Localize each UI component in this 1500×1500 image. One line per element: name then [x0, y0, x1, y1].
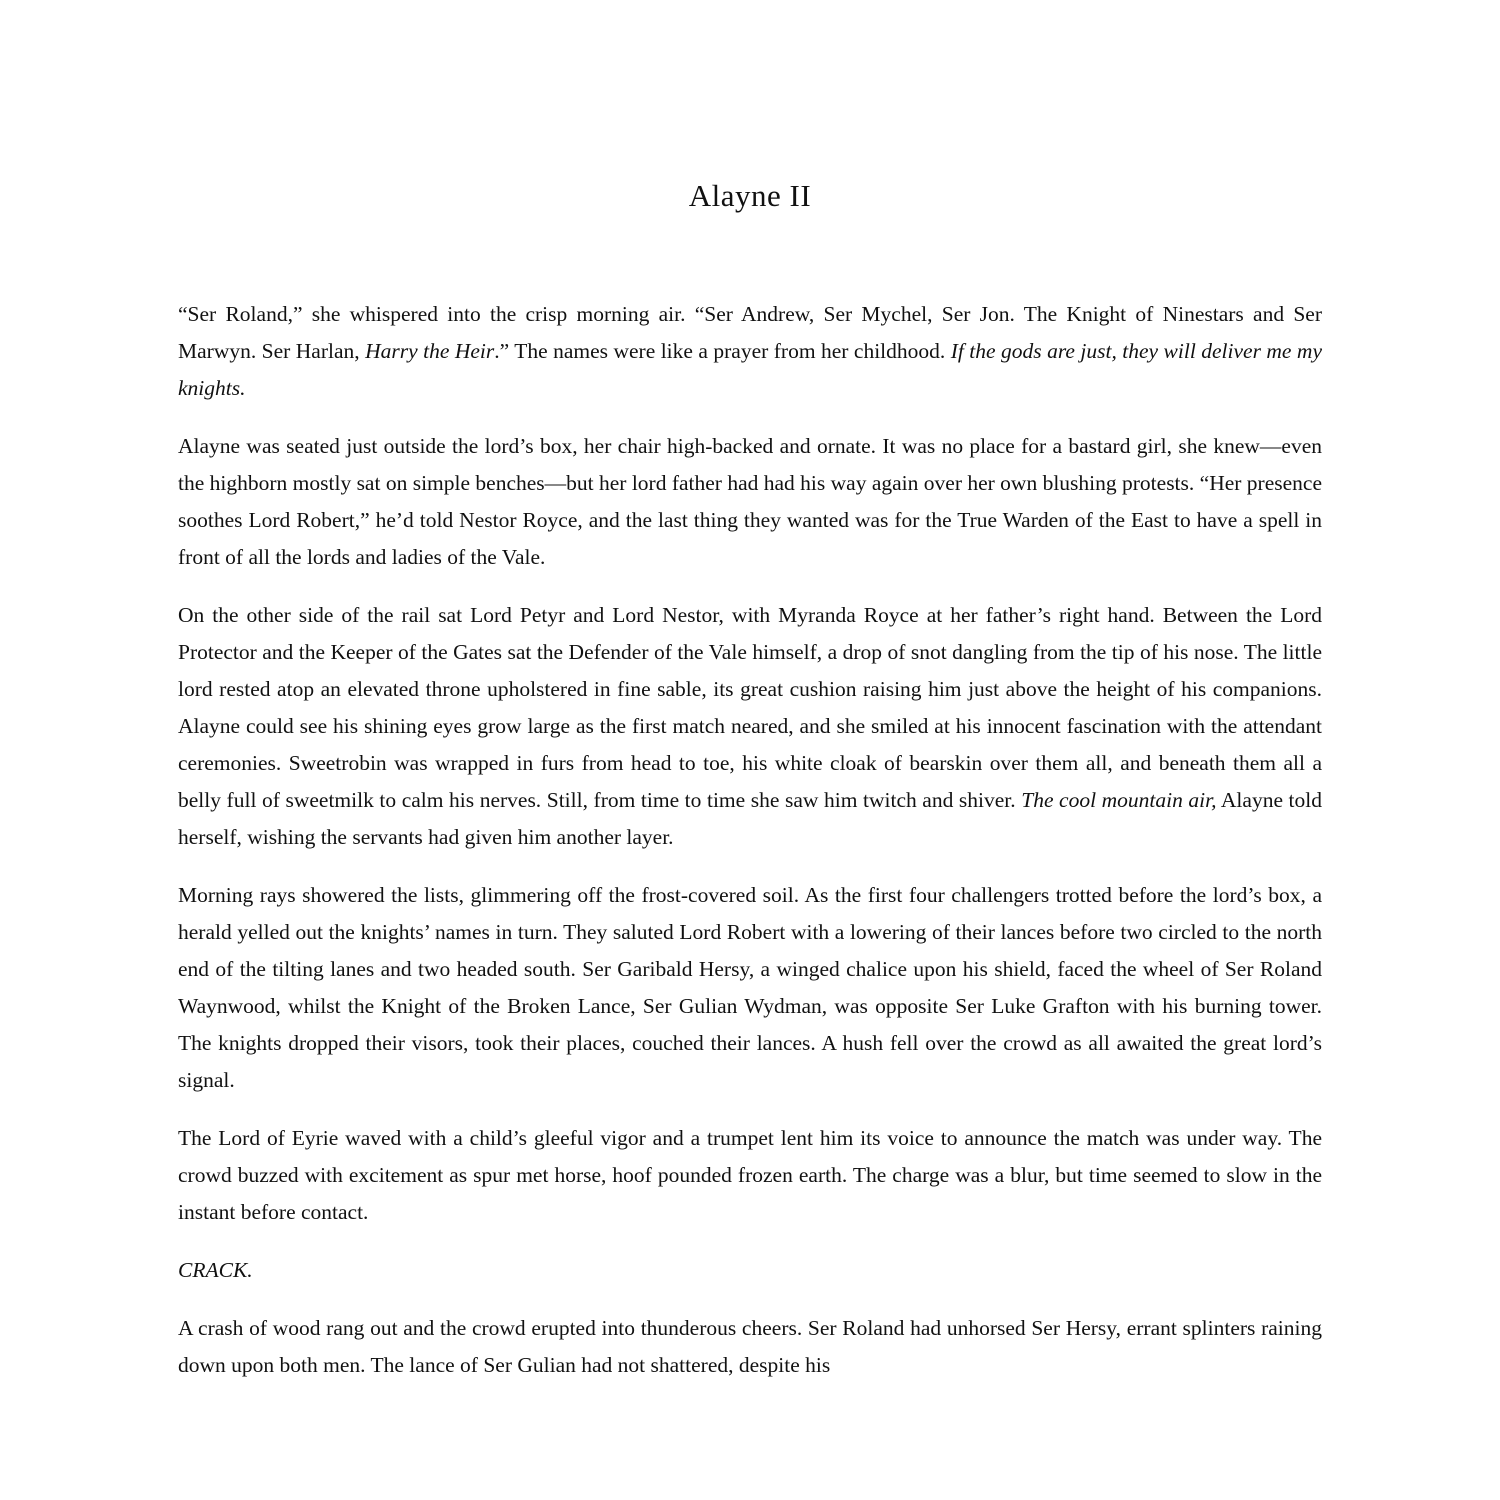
text-run: Alayne was seated just outside the lord’s box, her chair high-backed and ornate. It was no place for a bastard girl, she knew—even the highborn mostly sat on simple benches—but her lord father had had his way again over her own blushing protests. “Her presence soothes Lord Robert,” he’d told Nestor Royce, and the last thing they wanted was for the True Warden of the East to have a spell in front of all the lords and ladies of the Vale. — [178, 434, 1322, 569]
text-run: The Lord of Eyrie waved with a child’s gleeful vigor and a trumpet lent him its voice to announce the match was under way. The crowd buzzed with excitement as spur met horse, hoof pounded frozen earth. The charge was a blur, but time seemed to slow in the instant before contact. — [178, 1126, 1322, 1224]
page-title: Alayne II — [688, 178, 812, 213]
text-run: .” The names were like a prayer from her childhood. — [494, 339, 951, 363]
paragraph — [178, 597, 1322, 856]
paragraph — [178, 296, 1322, 407]
text-run: A crash of wood rang out and the crowd erupted into thunderous cheers. Ser Roland had unhorsed Ser Hersy, errant splinters raining down upon both men. The lance of Ser Gulian had not shattered, despite his — [178, 1316, 1322, 1377]
text-run: On the other side of the rail sat Lord Petyr and Lord Nestor, with Myranda Royce at her father’s right hand. Between the Lord Protector and the Keeper of the Gates sat the Defender of the Vale himself, a drop of snot dangling from the tip of his nose. The little lord rested atop an elevated throne upholstered in fine sable, its great cushion raising him just above the height of his companions. Alayne could see his shining eyes grow large as the first match neared, and she smiled at his innocent fascination with the attendant ceremonies. Sweetrobin was wrapped in furs from head to toe, his white cloak of bearskin over them all, and beneath them all a belly full of sweetmilk to calm his nerves. Still, from time to time she saw him twitch and shiver. — [178, 603, 1322, 812]
text-run: “Ser Roland,” she whispered into the crisp morning air. “Ser Andrew, Ser Mychel, Ser Jon. The Knight of Ninestars and Ser Marwyn. Ser Harlan, — [178, 302, 1322, 363]
italic-text-run: The cool mountain air, — [1021, 788, 1217, 812]
paragraph — [178, 1310, 1322, 1384]
text-run: Alayne told herself, wishing the servants had given him another layer. — [178, 788, 1322, 849]
italic-text-run: If the gods are just, they will deliver me my knights. — [178, 339, 1322, 400]
paragraph — [178, 877, 1322, 1099]
text-run: Morning rays showered the lists, glimmering off the frost-covered soil. As the first four challengers trotted before the lord’s box, a herald yelled out the knights’ names in turn. They saluted Lord Robert with a lowering of their lances before two circled to the north end of the tilting lanes and two headed south. Ser Garibald Hersy, a winged chalice upon his shield, faced the wheel of Ser Roland Waynwood, whilst the Knight of the Broken Lance, Ser Gulian Wydman, was opposite Ser Luke Grafton with his burning tower. The knights dropped their visors, took their places, couched their lances. A hush fell over the crowd as all awaited the great lord’s signal. — [178, 883, 1322, 1092]
paragraph — [178, 1120, 1322, 1231]
italic-text-run: Harry the Heir — [365, 339, 495, 363]
paragraph — [178, 428, 1322, 576]
italic-text-run: CRACK. — [178, 1258, 253, 1282]
document-content — [178, 178, 1322, 1384]
document-body — [178, 296, 1322, 1384]
paragraph — [178, 1252, 1322, 1289]
